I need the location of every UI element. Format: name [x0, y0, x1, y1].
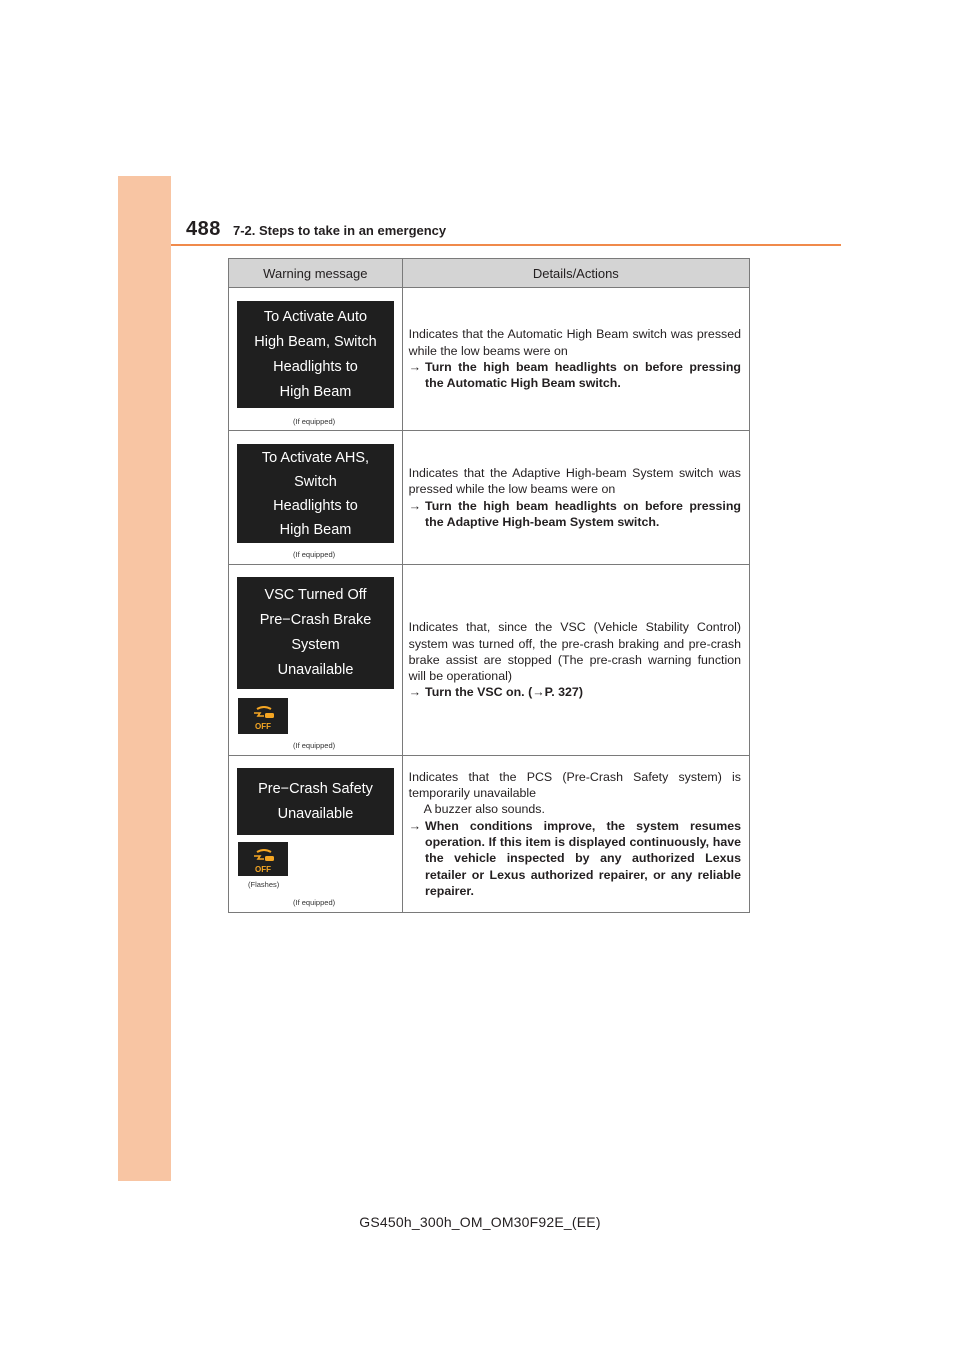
document-id-footer: GS450h_300h_OM_OM30F92E_(EE) [359, 1214, 601, 1230]
warning-screen [237, 301, 394, 408]
warning-screen [237, 768, 394, 835]
screen-line: To Activate Auto [263, 308, 368, 325]
section-side-bar [118, 176, 171, 1181]
screen-line: Pre−Crash Brake [259, 612, 372, 628]
screen-line: Pre−Crash Safety [258, 780, 373, 797]
action [409, 684, 741, 700]
details-cell [402, 565, 749, 756]
screen-line: High Beam, Switch [254, 333, 377, 350]
warning-screen [237, 444, 394, 543]
details-cell [402, 288, 749, 431]
warning-message-cell [229, 565, 403, 756]
details-cell [402, 431, 749, 565]
if-equipped-note: (If equipped) [293, 741, 336, 750]
screen-line: Headlights to [273, 358, 358, 375]
table-row [229, 565, 750, 756]
details-cell [402, 756, 749, 913]
arrow-icon: → [408, 498, 422, 513]
page-header [171, 213, 841, 247]
warning-message-cell [229, 431, 403, 565]
screen-line: Unavailable [277, 805, 354, 822]
column-header-details: Details/Actions [402, 259, 749, 288]
header-rule [171, 244, 841, 246]
warning-message-cell [229, 756, 403, 913]
table-row [229, 431, 750, 565]
screen-line: Switch [294, 473, 337, 490]
column-header-message: Warning message [229, 259, 403, 288]
action [409, 498, 741, 531]
if-equipped-note: (If equipped) [293, 898, 336, 907]
flashes-note: (Flashes) [248, 880, 280, 889]
action [409, 818, 741, 899]
description: Indicates that the PCS (Pre-Crash Safety system) is temporarily unavailable [408, 769, 741, 801]
action [409, 359, 741, 392]
action-text [425, 684, 741, 700]
table-header-row [229, 259, 750, 288]
arrow-icon: → [408, 685, 422, 700]
page-number: 488 [186, 218, 221, 240]
screen-line: VSC Turned Off [264, 587, 367, 603]
buzzer-note: A buzzer also sounds. [423, 802, 545, 817]
action-text: Turn the high beam headlights on before pressing the Adaptive High-beam System switch. [425, 498, 741, 529]
table-row [229, 756, 750, 913]
icon-off-label: OFF [255, 865, 271, 874]
arrow-icon: → [408, 360, 422, 374]
action-text: When conditions improve, the system resumes operation. If this item is displayed continuously, have the vehicle inspected by any authorized Lexus retailer or Lexus authorized repairer, or any reliable repairer. [425, 818, 741, 898]
warning-screen [237, 577, 394, 689]
screen-line: High Beam [279, 521, 352, 538]
pcs-off-indicator-icon [238, 842, 288, 876]
table-row [229, 288, 750, 431]
pcs-off-indicator-icon [238, 698, 288, 734]
if-equipped-note: (If equipped) [293, 550, 336, 559]
section-title: 7-2. Steps to take in an emergency [233, 223, 447, 238]
description: Indicates that, since the VSC (Vehicle Stability Control) system was turned off, the pre-crash braking and pre-crash brake assist are stopped (The pre-crash warning function will be operational) [408, 620, 741, 684]
if-equipped-note: (If equipped) [293, 417, 336, 426]
action-text: Turn the high beam headlights on before pressing the Automatic High Beam switch. [425, 360, 741, 391]
screen-line: System [291, 637, 340, 653]
screen-line: Headlights to [273, 497, 358, 514]
warning-message-table [228, 258, 750, 913]
icon-off-label: OFF [255, 722, 271, 731]
page-reference[interactable]: P. 327) [544, 685, 583, 700]
action-prefix: Turn the VSC on. ( [425, 685, 533, 700]
description: Indicates that the Adaptive High-beam System switch was pressed while the low beams were on [408, 465, 741, 497]
description: Indicates that the Automatic High Beam switch was pressed while the low beams were on [408, 327, 741, 358]
screen-line: Unavailable [277, 662, 354, 678]
screen-line: To Activate AHS, [261, 449, 370, 466]
screen-line: High Beam [279, 383, 352, 400]
warning-message-cell [229, 288, 403, 431]
page-ref-arrow-icon: → [532, 685, 545, 700]
arrow-icon: → [408, 818, 422, 833]
